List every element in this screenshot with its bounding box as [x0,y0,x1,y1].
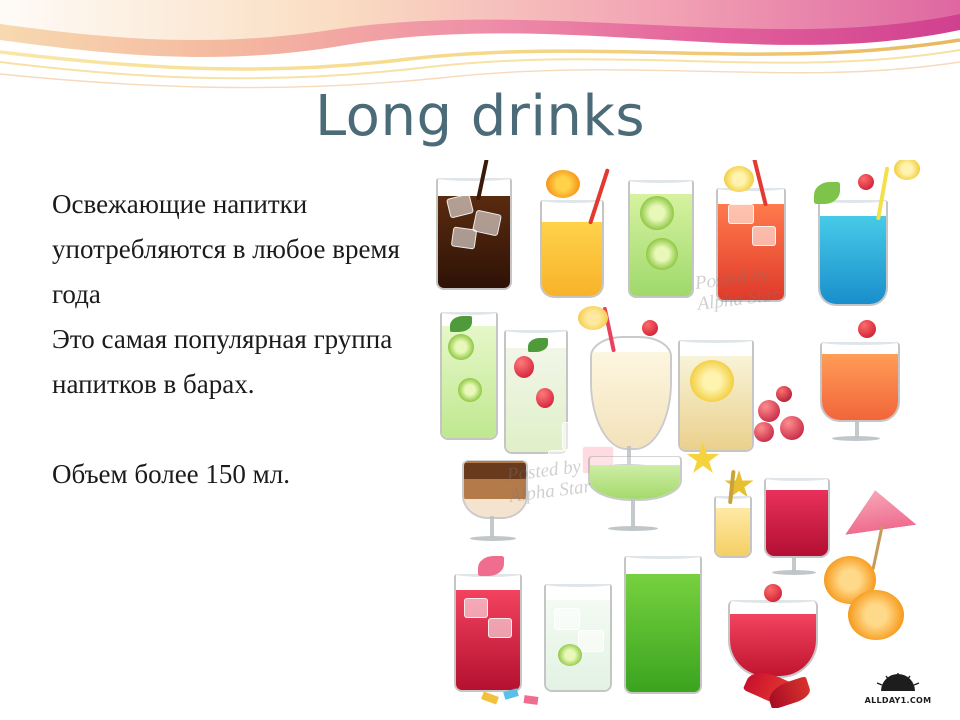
red-sparkling-glass [454,574,522,692]
orange-slice [848,590,904,640]
drinks-collage-image [428,160,950,708]
peach-cocktail-glass [820,342,900,422]
gin-tonic-glass [544,584,612,692]
lemon-slice [894,160,920,180]
source-site-label: ALLDAY1.COM [864,696,932,705]
citrus-tumbler-glass [678,340,754,452]
cranberry [776,386,792,402]
raspberry [780,416,804,440]
body-paragraph: Это самая популярная группа напитков в барах. [52,324,393,399]
cola-glass [436,178,512,290]
body-paragraph: Объем более 150 мл. [52,459,290,489]
mojito-glass [440,312,498,440]
page-title: Long drinks [314,84,646,149]
berry-cocktail-glass [764,478,830,558]
lemon-slice [724,166,754,192]
pina-colada-glass [590,336,672,450]
juice-shot-glass [714,496,752,558]
watermark: Posted by Alpha Star [693,264,781,315]
cherry [858,174,874,190]
watermark: Posted by Alpha Star [505,456,593,507]
glass-foot [608,526,658,531]
lime-cooler-glass [628,180,694,298]
body-paragraph: Освежающие напитки употребляются в любое время года [52,189,400,309]
cocktail-umbrella-icon [840,485,917,535]
cherry [642,320,658,336]
iced-tea-glass [716,188,786,302]
confetti [524,695,539,705]
glass-stem [631,498,635,528]
flower-garnish [478,556,504,576]
umbrella-stick [871,526,883,570]
glass-foot [832,436,880,441]
strawberry-cooler-glass [504,330,568,454]
glass-foot [470,536,516,541]
green-long-drink-glass [624,556,702,694]
cherry [764,584,782,602]
green-martini-glass [588,456,682,501]
glass-foot [772,570,816,575]
pineapple-slice [578,306,608,330]
layered-coffee-cocktail [462,460,528,519]
source-site-logo [850,672,946,706]
red-bowl-cocktail-glass [728,600,818,678]
raspberry [754,422,774,442]
confetti [481,692,499,705]
ice-cube [548,450,576,474]
cherry [858,320,876,338]
glass-stem [490,516,494,538]
slide-body-text [52,182,432,497]
decorative-ribbon-banner [0,0,960,96]
sunrise-icon [869,673,927,691]
orange-slice [546,170,580,198]
raspberry [758,400,780,422]
